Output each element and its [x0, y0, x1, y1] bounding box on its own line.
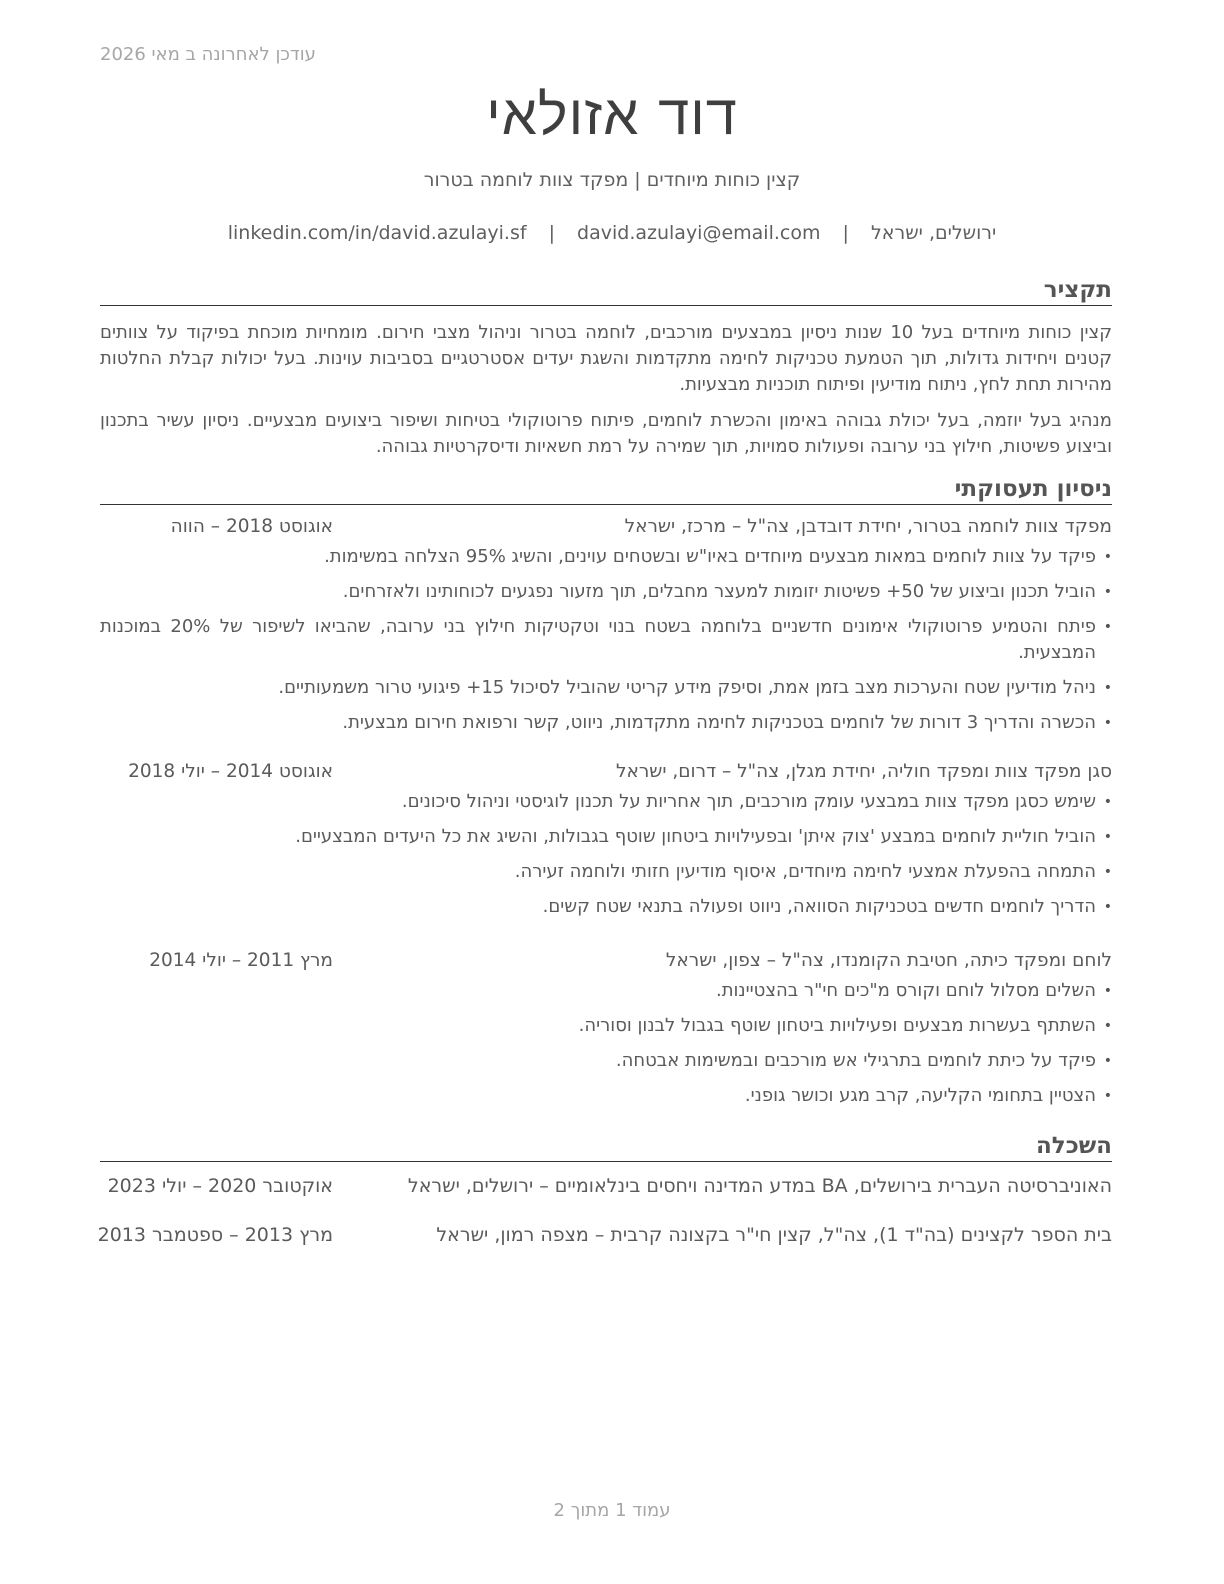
bullet-dot-icon: •	[1103, 1053, 1112, 1069]
education-institution: האוניברסיטה העברית בירושלים, BA במדע המדינה ויחסים בינלאומיים – ירושלים, ישראל	[407, 1175, 1112, 1197]
job-title: מפקד צוות לוחמה בטרור, יחידת דובדבן, צה"ל – מרכז, ישראל	[624, 516, 1112, 537]
bullet-dot-icon: •	[1103, 1018, 1112, 1034]
job-title: סגן מפקד צוות ומפקד חוליה, יחידת מגלן, צה"ל – דרום, ישראל	[615, 761, 1112, 782]
bullet-dot-icon: •	[1103, 680, 1112, 696]
education-date: אוקטובר 2020 – יולי 2023	[107, 1175, 333, 1197]
summary-section	[100, 277, 1112, 460]
section-title-experience: ניסיון תעסוקתי	[100, 476, 1112, 505]
job-bullets	[100, 978, 1112, 1109]
contact-separator: |	[548, 222, 555, 244]
job-entry	[100, 516, 1112, 745]
job-date: מרץ 2011 – יולי 2014	[149, 950, 333, 971]
job-title: לוחם ומפקד כיתה, חטיבת הקומנדו, צה"ל – צפון, ישראל	[665, 950, 1112, 971]
bullet-dot-icon: •	[1103, 584, 1112, 600]
candidate-subtitle: קצין כוחות מיוחדים | מפקד צוות לוחמה בטרור	[423, 169, 801, 191]
job-header	[100, 950, 1112, 978]
section-title-summary: תקציר	[100, 277, 1112, 306]
education-row	[100, 1175, 1112, 1203]
education-date: מרץ 2013 – ספטמבר 2013	[97, 1224, 333, 1246]
job-entry	[100, 761, 1112, 929]
job-entry	[100, 950, 1112, 1118]
contact-linkedin-link[interactable]: linkedin.com/in/david.azulayi.sf	[227, 222, 527, 244]
contact-separator: |	[842, 222, 849, 244]
job-date: אוגוסט 2014 – יולי 2018	[128, 761, 333, 782]
job-bullet: • הדריך לוחמים חדשים בטכניקות הסוואה, ניווט ופעולה בתנאי שטח קשים.	[100, 894, 1112, 920]
summary-paragraph: קצין כוחות מיוחדים בעל 10 שנות ניסיון במבצעים מורכבים, לוחמה בטרור וניהול מצבי חירום. מומחיות מוכחת בפיקוד על צוותים קטנים ויחידות גדולות, תוך הטמעת טכניקות לחימה מתקדמות והשגת יעדים אסטרטגיים בסביבות עוינות. בעל יכולות קבלת החלטות מהירות תחת לחץ, ניתוח מודיעין ופיתוח תוכניות מבצעיות.	[100, 322, 1112, 395]
job-bullet: • שימש כסגן מפקד צוות במבצעי עומק מורכבים, תוך אחריות על תכנון לוגיסטי וניהול סיכונים.	[100, 789, 1112, 815]
bullet-dot-icon: •	[1103, 549, 1112, 565]
education-section	[100, 1133, 1112, 1162]
job-bullet: • פיקד על כיתת לוחמים בתרגילי אש מורכבים ובמשימות אבטחה.	[100, 1048, 1112, 1074]
bullet-dot-icon: •	[1103, 1088, 1112, 1104]
page-number: עמוד 1 מתוך 2	[553, 1500, 671, 1521]
job-bullets	[100, 789, 1112, 920]
summary-paragraph: מנהיג בעל יוזמה, בעל יכולת גבוהה באימון והכשרת לוחמים, פיתוח פרוטוקולי בטיחות ושיפור ביצועים מבצעיים. ניסיון עשיר בתכנון וביצוע פשיטות, חילוץ בני ערובה ופעולות סמויות, תוך שמירה על רמת חשאיות ודיסקרטיות גבוהה.	[100, 410, 1112, 457]
job-header	[100, 516, 1112, 544]
job-bullet: • השלים מסלול לוחם וקורס מ"כים חי"ר בהצטיינות.	[100, 978, 1112, 1004]
job-bullet: • ניהל מודיעין שטח והערכות מצב בזמן אמת, וסיפק מידע קריטי שהוביל לסיכול 15+ פיגועי טרור משמעותיים.	[100, 675, 1112, 701]
bullet-dot-icon: •	[1103, 619, 1112, 635]
candidate-name: דוד אזולאי	[486, 83, 738, 148]
job-bullet: • הוביל תכנון וביצוע של 50+ פשיטות יזומות למעצר מחבלים, תוך מזעור נפגעים לכוחותינו ולאזרחים.	[100, 579, 1112, 605]
bullet-dot-icon: •	[1103, 829, 1112, 845]
job-bullets	[100, 544, 1112, 736]
job-bullet: • השתתף בעשרות מבצעים ופעילויות ביטחון שוטף בגבול לבנון וסוריה.	[100, 1013, 1112, 1039]
job-bullet: • הכשרה והדריך 3 דורות של לוחמים בטכניקות לחימה מתקדמות, ניווט, קשר ורפואת חירום מבצעית.	[100, 710, 1112, 736]
job-bullet: • פיתח והטמיע פרוטוקולי אימונים חדשניים בלוחמה בשטח בנוי וטקטיקות חילוץ בני ערובה, שהביאו לשיפור של 20% במוכנות המבצעית.	[100, 616, 1112, 663]
education-entry	[97, 1224, 1112, 1252]
job-bullet: • פיקד על צוות לוחמים במאות מבצעים מיוחדים באיו"ש ובשטחים עוינים, והשיג 95% הצלחה במשימות.	[100, 544, 1112, 570]
contact-email-link[interactable]: david.azulayi@email.com	[577, 222, 821, 244]
education-entry	[100, 1175, 1112, 1203]
job-date: אוגוסט 2018 – הווה	[170, 516, 333, 537]
job-header	[100, 761, 1112, 789]
experience-section	[100, 476, 1112, 505]
bullet-dot-icon: •	[1103, 983, 1112, 999]
bullet-dot-icon: •	[1103, 794, 1112, 810]
education-row	[97, 1224, 1112, 1252]
education-institution: בית הספר לקצינים (בה"ד 1), צה"ל, קצין חי"ר בקצונה קרבית – מצפה רמון, ישראל	[436, 1224, 1112, 1246]
bullet-dot-icon: •	[1103, 864, 1112, 880]
bullet-dot-icon: •	[1103, 899, 1112, 915]
contact-location: ירושלים, ישראל	[870, 222, 997, 244]
contact-line	[0, 222, 1224, 244]
job-bullet: • התמחה בהפעלת אמצעי לחימה מיוחדים, איסוף מודיעין חזותי ולוחמה זעירה.	[100, 859, 1112, 885]
bullet-dot-icon: •	[1103, 715, 1112, 731]
job-bullet: • הוביל חוליית לוחמים במבצע 'צוק איתן' ובפעילויות ביטחון שוטף בגבולות, והשיג את כל היעדים המבצעיים.	[100, 824, 1112, 850]
last-updated-note: עודכן לאחרונה ב מאי 2026	[100, 44, 316, 65]
section-title-education: השכלה	[100, 1133, 1112, 1162]
job-bullet: • הצטיין בתחומי הקליעה, קרב מגע וכושר גופני.	[100, 1083, 1112, 1109]
